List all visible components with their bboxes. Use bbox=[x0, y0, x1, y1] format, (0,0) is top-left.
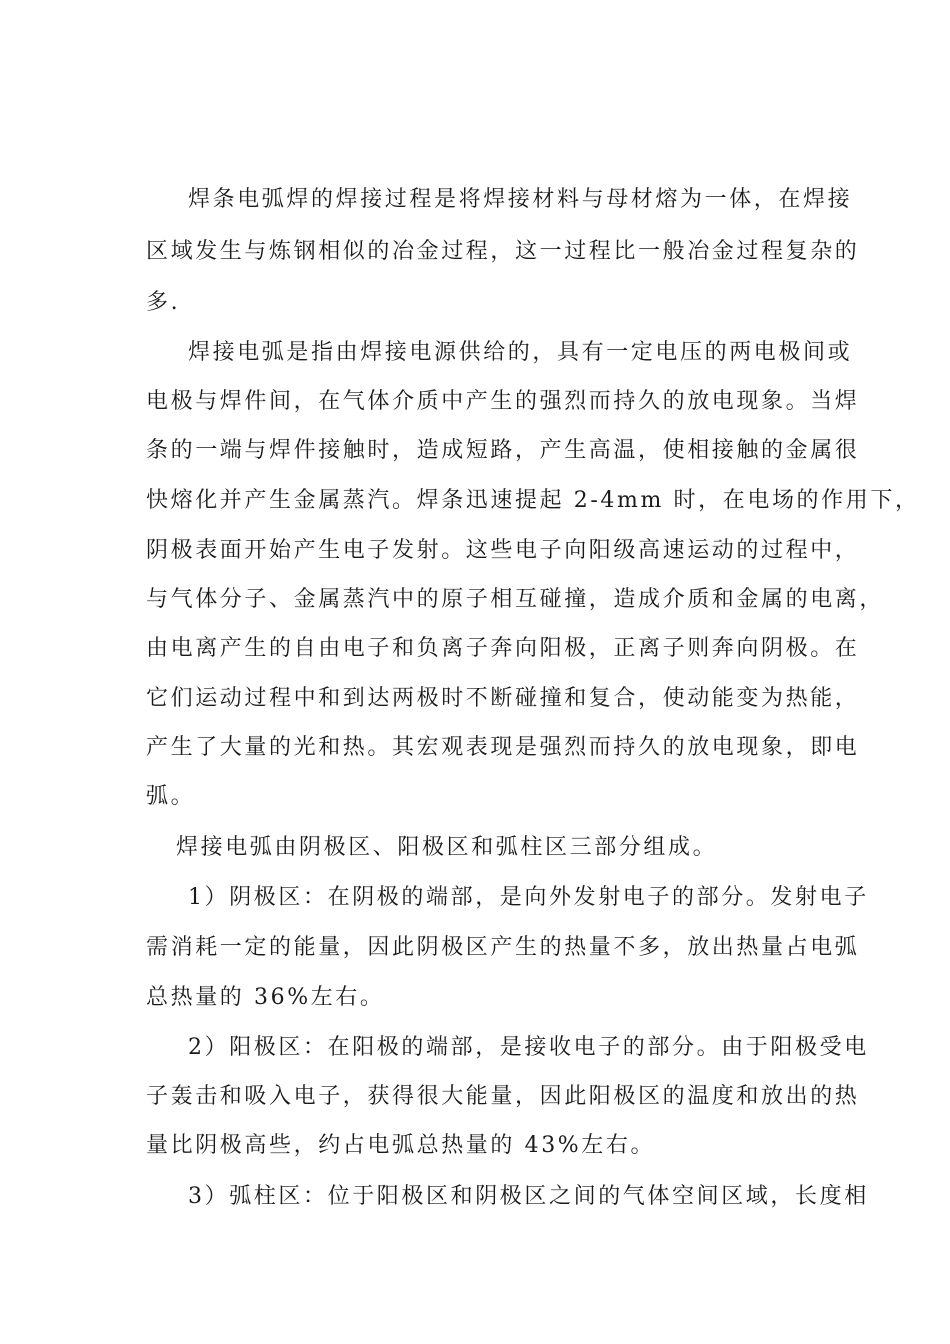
text-line: 多. bbox=[146, 290, 181, 315]
text-line: 2）阳极区：在阳极的端部，是接收电子的部分。由于阳极受电 bbox=[188, 1035, 869, 1060]
text-line: 它们运动过程中和到达两极时不断碰撞和复合，使动能变为热能， bbox=[146, 686, 860, 711]
text-line: 快熔化并产生金属蒸汽。焊条迅速提起 2-4mm 时，在电场的作用下， bbox=[146, 488, 920, 513]
text-line: 3）弧柱区：位于阳极区和阴极区之间的气体空间区域，长度相 bbox=[188, 1184, 869, 1209]
text-line: 产生了大量的光和热。其宏观表现是强烈而持久的放电现象，即电 bbox=[146, 735, 860, 760]
text-line: 电极与焊件间，在气体介质中产生的强烈而持久的放电现象。当焊 bbox=[146, 389, 860, 414]
text-line: 焊接电弧是指由焊接电源供给的，具有一定电压的两电极间或 bbox=[188, 340, 853, 365]
text-line: 由电离产生的自由电子和负离子奔向阳极，正离子则奔向阴极。在 bbox=[146, 636, 860, 661]
text-line: 与气体分子、金属蒸汽中的原子相互碰撞，造成介质和金属的电离， bbox=[146, 587, 885, 612]
text-line: 焊条电弧焊的焊接过程是将焊接材料与母材熔为一体，在焊接 bbox=[188, 187, 853, 212]
text-line: 条的一端与焊件接触时，造成短路，产生高温，使相接触的金属很 bbox=[146, 438, 860, 463]
text-line: 焊接电弧由阴极区、阳极区和弧柱区三部分组成。 bbox=[176, 835, 718, 860]
text-line: 需消耗一定的能量，因此阴极区产生的热量不多，放出热量占电弧 bbox=[146, 935, 860, 960]
text-line: 阴极表面开始产生电子发射。这些电子向阳级高速运动的过程中， bbox=[146, 538, 860, 563]
text-line: 量比阴极高些，约占电弧总热量的 43%左右。 bbox=[146, 1133, 656, 1158]
text-line: 子轰击和吸入电子，获得很大能量，因此阳极区的温度和放出的热 bbox=[146, 1084, 860, 1109]
text-line: 弧。 bbox=[146, 784, 196, 809]
text-line: 区域发生与炼钢相似的冶金过程，这一过程比一般冶金过程复杂的 bbox=[146, 239, 860, 264]
text-line: 1）阴极区：在阴极的端部，是向外发射电子的部分。发射电子 bbox=[188, 885, 869, 910]
text-line: 总热量的 36%左右。 bbox=[146, 985, 385, 1010]
